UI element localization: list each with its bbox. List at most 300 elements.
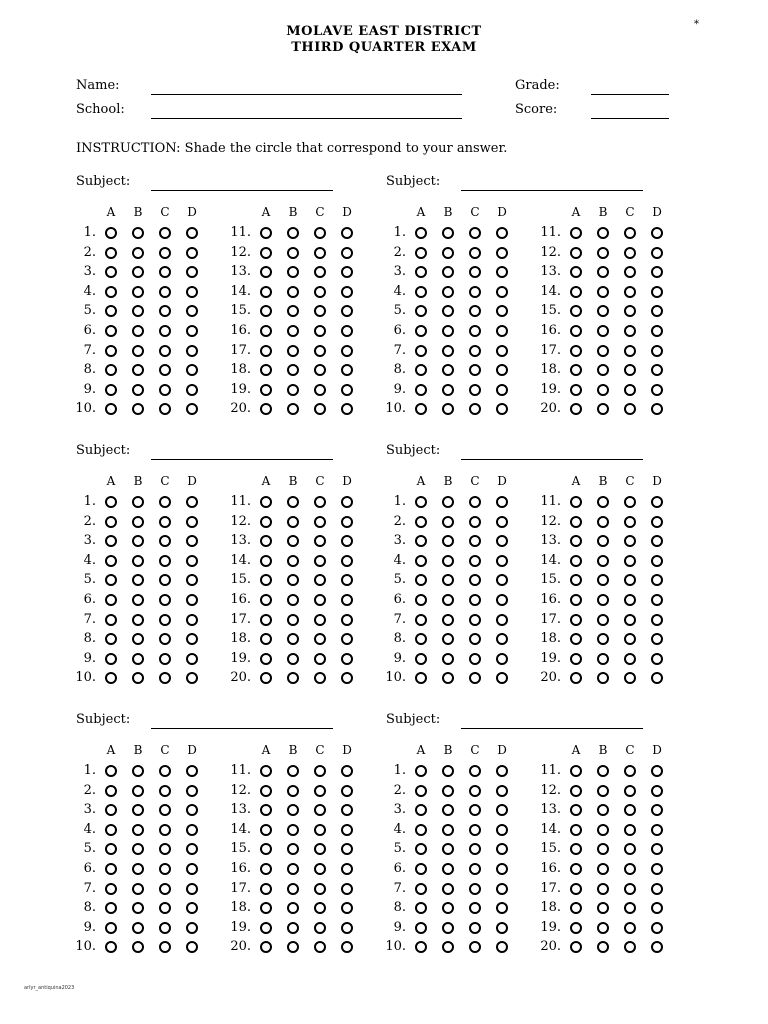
answer-bubble[interactable]	[415, 364, 427, 376]
answer-bubble[interactable]	[314, 286, 326, 298]
answer-bubble[interactable]	[132, 785, 144, 797]
answer-bubble[interactable]	[159, 574, 171, 586]
answer-bubble[interactable]	[597, 922, 609, 934]
subject-field-6[interactable]	[461, 728, 643, 729]
answer-bubble[interactable]	[186, 247, 198, 259]
answer-bubble[interactable]	[287, 902, 299, 914]
answer-bubble[interactable]	[597, 364, 609, 376]
answer-bubble[interactable]	[132, 804, 144, 816]
answer-bubble[interactable]	[624, 633, 636, 645]
answer-bubble[interactable]	[651, 843, 663, 855]
answer-bubble[interactable]	[132, 633, 144, 645]
answer-bubble[interactable]	[570, 535, 582, 547]
answer-bubble[interactable]	[132, 305, 144, 317]
answer-bubble[interactable]	[186, 824, 198, 836]
answer-bubble[interactable]	[287, 496, 299, 508]
answer-bubble[interactable]	[105, 824, 117, 836]
answer-bubble[interactable]	[186, 804, 198, 816]
answer-bubble[interactable]	[415, 843, 427, 855]
answer-bubble[interactable]	[105, 941, 117, 953]
answer-bubble[interactable]	[415, 672, 427, 684]
answer-bubble[interactable]	[314, 633, 326, 645]
answer-bubble[interactable]	[260, 843, 272, 855]
answer-bubble[interactable]	[186, 403, 198, 415]
answer-bubble[interactable]	[287, 535, 299, 547]
answer-bubble[interactable]	[341, 941, 353, 953]
answer-bubble[interactable]	[415, 384, 427, 396]
answer-bubble[interactable]	[341, 765, 353, 777]
answer-bubble[interactable]	[287, 633, 299, 645]
answer-bubble[interactable]	[415, 266, 427, 278]
answer-bubble[interactable]	[651, 883, 663, 895]
answer-bubble[interactable]	[132, 824, 144, 836]
answer-bubble[interactable]	[341, 516, 353, 528]
answer-bubble[interactable]	[496, 922, 508, 934]
answer-bubble[interactable]	[496, 863, 508, 875]
answer-bubble[interactable]	[415, 765, 427, 777]
answer-bubble[interactable]	[159, 227, 171, 239]
answer-bubble[interactable]	[186, 653, 198, 665]
answer-bubble[interactable]	[159, 247, 171, 259]
answer-bubble[interactable]	[570, 672, 582, 684]
answer-bubble[interactable]	[341, 653, 353, 665]
answer-bubble[interactable]	[442, 325, 454, 337]
answer-bubble[interactable]	[341, 824, 353, 836]
answer-bubble[interactable]	[597, 843, 609, 855]
answer-bubble[interactable]	[105, 384, 117, 396]
answer-bubble[interactable]	[186, 765, 198, 777]
answer-bubble[interactable]	[105, 785, 117, 797]
answer-bubble[interactable]	[597, 247, 609, 259]
answer-bubble[interactable]	[651, 785, 663, 797]
answer-bubble[interactable]	[570, 633, 582, 645]
answer-bubble[interactable]	[442, 765, 454, 777]
answer-bubble[interactable]	[260, 804, 272, 816]
answer-bubble[interactable]	[442, 286, 454, 298]
answer-bubble[interactable]	[186, 922, 198, 934]
answer-bubble[interactable]	[105, 516, 117, 528]
answer-bubble[interactable]	[132, 403, 144, 415]
answer-bubble[interactable]	[105, 594, 117, 606]
answer-bubble[interactable]	[341, 843, 353, 855]
answer-bubble[interactable]	[186, 594, 198, 606]
answer-bubble[interactable]	[624, 614, 636, 626]
answer-bubble[interactable]	[314, 227, 326, 239]
answer-bubble[interactable]	[186, 305, 198, 317]
answer-bubble[interactable]	[496, 535, 508, 547]
answer-bubble[interactable]	[415, 922, 427, 934]
answer-bubble[interactable]	[314, 516, 326, 528]
answer-bubble[interactable]	[597, 653, 609, 665]
answer-bubble[interactable]	[260, 902, 272, 914]
answer-bubble[interactable]	[651, 345, 663, 357]
answer-bubble[interactable]	[260, 633, 272, 645]
answer-bubble[interactable]	[442, 863, 454, 875]
school-field[interactable]	[151, 118, 462, 119]
answer-bubble[interactable]	[570, 922, 582, 934]
answer-bubble[interactable]	[105, 364, 117, 376]
answer-bubble[interactable]	[624, 863, 636, 875]
answer-bubble[interactable]	[469, 804, 481, 816]
answer-bubble[interactable]	[496, 384, 508, 396]
answer-bubble[interactable]	[624, 843, 636, 855]
answer-bubble[interactable]	[496, 614, 508, 626]
answer-bubble[interactable]	[469, 941, 481, 953]
answer-bubble[interactable]	[442, 633, 454, 645]
answer-bubble[interactable]	[132, 325, 144, 337]
answer-bubble[interactable]	[132, 364, 144, 376]
answer-bubble[interactable]	[159, 516, 171, 528]
answer-bubble[interactable]	[132, 941, 144, 953]
answer-bubble[interactable]	[651, 516, 663, 528]
answer-bubble[interactable]	[105, 843, 117, 855]
answer-bubble[interactable]	[415, 653, 427, 665]
answer-bubble[interactable]	[260, 863, 272, 875]
answer-bubble[interactable]	[597, 266, 609, 278]
answer-bubble[interactable]	[624, 247, 636, 259]
answer-bubble[interactable]	[651, 633, 663, 645]
answer-bubble[interactable]	[469, 325, 481, 337]
answer-bubble[interactable]	[651, 286, 663, 298]
answer-bubble[interactable]	[570, 305, 582, 317]
answer-bubble[interactable]	[597, 594, 609, 606]
answer-bubble[interactable]	[570, 555, 582, 567]
answer-bubble[interactable]	[186, 496, 198, 508]
answer-bubble[interactable]	[159, 535, 171, 547]
answer-bubble[interactable]	[624, 785, 636, 797]
answer-bubble[interactable]	[260, 785, 272, 797]
answer-bubble[interactable]	[597, 633, 609, 645]
answer-bubble[interactable]	[341, 902, 353, 914]
answer-bubble[interactable]	[651, 325, 663, 337]
answer-bubble[interactable]	[442, 594, 454, 606]
answer-bubble[interactable]	[341, 286, 353, 298]
answer-bubble[interactable]	[570, 364, 582, 376]
answer-bubble[interactable]	[314, 266, 326, 278]
answer-bubble[interactable]	[651, 364, 663, 376]
answer-bubble[interactable]	[105, 672, 117, 684]
subject-field-1[interactable]	[151, 190, 333, 191]
answer-bubble[interactable]	[260, 325, 272, 337]
answer-bubble[interactable]	[415, 824, 427, 836]
answer-bubble[interactable]	[570, 785, 582, 797]
answer-bubble[interactable]	[469, 384, 481, 396]
answer-bubble[interactable]	[186, 227, 198, 239]
answer-bubble[interactable]	[442, 883, 454, 895]
answer-bubble[interactable]	[469, 266, 481, 278]
answer-bubble[interactable]	[287, 364, 299, 376]
answer-bubble[interactable]	[469, 785, 481, 797]
answer-bubble[interactable]	[597, 496, 609, 508]
answer-bubble[interactable]	[624, 266, 636, 278]
answer-bubble[interactable]	[132, 653, 144, 665]
answer-bubble[interactable]	[415, 535, 427, 547]
answer-bubble[interactable]	[105, 765, 117, 777]
answer-bubble[interactable]	[469, 516, 481, 528]
answer-bubble[interactable]	[260, 286, 272, 298]
answer-bubble[interactable]	[570, 765, 582, 777]
answer-bubble[interactable]	[496, 653, 508, 665]
answer-bubble[interactable]	[159, 843, 171, 855]
answer-bubble[interactable]	[415, 594, 427, 606]
answer-bubble[interactable]	[159, 902, 171, 914]
answer-bubble[interactable]	[105, 535, 117, 547]
answer-bubble[interactable]	[624, 555, 636, 567]
answer-bubble[interactable]	[314, 247, 326, 259]
answer-bubble[interactable]	[314, 672, 326, 684]
answer-bubble[interactable]	[132, 594, 144, 606]
answer-bubble[interactable]	[314, 325, 326, 337]
answer-bubble[interactable]	[442, 555, 454, 567]
answer-bubble[interactable]	[314, 594, 326, 606]
answer-bubble[interactable]	[287, 765, 299, 777]
answer-bubble[interactable]	[105, 496, 117, 508]
answer-bubble[interactable]	[469, 364, 481, 376]
subject-field-4[interactable]	[461, 459, 643, 460]
answer-bubble[interactable]	[287, 653, 299, 665]
answer-bubble[interactable]	[651, 574, 663, 586]
answer-bubble[interactable]	[314, 345, 326, 357]
answer-bubble[interactable]	[341, 266, 353, 278]
answer-bubble[interactable]	[105, 574, 117, 586]
answer-bubble[interactable]	[341, 227, 353, 239]
answer-bubble[interactable]	[469, 653, 481, 665]
answer-bubble[interactable]	[570, 516, 582, 528]
answer-bubble[interactable]	[105, 922, 117, 934]
answer-bubble[interactable]	[159, 633, 171, 645]
answer-bubble[interactable]	[186, 266, 198, 278]
subject-field-2[interactable]	[461, 190, 643, 191]
answer-bubble[interactable]	[570, 843, 582, 855]
answer-bubble[interactable]	[341, 883, 353, 895]
answer-bubble[interactable]	[314, 883, 326, 895]
answer-bubble[interactable]	[496, 403, 508, 415]
answer-bubble[interactable]	[624, 345, 636, 357]
answer-bubble[interactable]	[496, 594, 508, 606]
answer-bubble[interactable]	[287, 286, 299, 298]
answer-bubble[interactable]	[186, 364, 198, 376]
answer-bubble[interactable]	[496, 516, 508, 528]
answer-bubble[interactable]	[415, 286, 427, 298]
answer-bubble[interactable]	[496, 496, 508, 508]
answer-bubble[interactable]	[570, 286, 582, 298]
answer-bubble[interactable]	[442, 785, 454, 797]
answer-bubble[interactable]	[651, 227, 663, 239]
answer-bubble[interactable]	[341, 633, 353, 645]
answer-bubble[interactable]	[496, 824, 508, 836]
answer-bubble[interactable]	[287, 672, 299, 684]
answer-bubble[interactable]	[314, 765, 326, 777]
answer-bubble[interactable]	[105, 305, 117, 317]
answer-bubble[interactable]	[132, 614, 144, 626]
answer-bubble[interactable]	[186, 941, 198, 953]
answer-bubble[interactable]	[442, 672, 454, 684]
answer-bubble[interactable]	[469, 824, 481, 836]
answer-bubble[interactable]	[287, 843, 299, 855]
answer-bubble[interactable]	[496, 286, 508, 298]
answer-bubble[interactable]	[469, 305, 481, 317]
answer-bubble[interactable]	[260, 653, 272, 665]
answer-bubble[interactable]	[105, 227, 117, 239]
answer-bubble[interactable]	[260, 535, 272, 547]
answer-bubble[interactable]	[570, 345, 582, 357]
answer-bubble[interactable]	[415, 325, 427, 337]
answer-bubble[interactable]	[260, 574, 272, 586]
answer-bubble[interactable]	[341, 325, 353, 337]
answer-bubble[interactable]	[624, 496, 636, 508]
answer-bubble[interactable]	[496, 227, 508, 239]
answer-bubble[interactable]	[260, 765, 272, 777]
answer-bubble[interactable]	[260, 922, 272, 934]
answer-bubble[interactable]	[341, 574, 353, 586]
answer-bubble[interactable]	[570, 384, 582, 396]
subject-field-5[interactable]	[151, 728, 333, 729]
answer-bubble[interactable]	[496, 785, 508, 797]
answer-bubble[interactable]	[496, 843, 508, 855]
answer-bubble[interactable]	[469, 922, 481, 934]
answer-bubble[interactable]	[651, 555, 663, 567]
answer-bubble[interactable]	[341, 384, 353, 396]
answer-bubble[interactable]	[287, 345, 299, 357]
answer-bubble[interactable]	[287, 403, 299, 415]
answer-bubble[interactable]	[624, 902, 636, 914]
answer-bubble[interactable]	[159, 614, 171, 626]
answer-bubble[interactable]	[415, 345, 427, 357]
answer-bubble[interactable]	[624, 535, 636, 547]
answer-bubble[interactable]	[287, 516, 299, 528]
answer-bubble[interactable]	[651, 496, 663, 508]
answer-bubble[interactable]	[597, 824, 609, 836]
answer-bubble[interactable]	[186, 345, 198, 357]
answer-bubble[interactable]	[260, 266, 272, 278]
answer-bubble[interactable]	[624, 824, 636, 836]
answer-bubble[interactable]	[132, 535, 144, 547]
answer-bubble[interactable]	[442, 384, 454, 396]
answer-bubble[interactable]	[159, 765, 171, 777]
answer-bubble[interactable]	[287, 863, 299, 875]
answer-bubble[interactable]	[469, 672, 481, 684]
answer-bubble[interactable]	[132, 286, 144, 298]
answer-bubble[interactable]	[651, 535, 663, 547]
answer-bubble[interactable]	[260, 403, 272, 415]
answer-bubble[interactable]	[624, 286, 636, 298]
answer-bubble[interactable]	[260, 941, 272, 953]
answer-bubble[interactable]	[159, 496, 171, 508]
answer-bubble[interactable]	[442, 824, 454, 836]
answer-bubble[interactable]	[159, 804, 171, 816]
answer-bubble[interactable]	[287, 922, 299, 934]
answer-bubble[interactable]	[159, 266, 171, 278]
answer-bubble[interactable]	[469, 883, 481, 895]
answer-bubble[interactable]	[287, 614, 299, 626]
answer-bubble[interactable]	[105, 345, 117, 357]
answer-bubble[interactable]	[597, 535, 609, 547]
answer-bubble[interactable]	[469, 345, 481, 357]
answer-bubble[interactable]	[314, 535, 326, 547]
answer-bubble[interactable]	[186, 633, 198, 645]
answer-bubble[interactable]	[624, 325, 636, 337]
answer-bubble[interactable]	[442, 535, 454, 547]
answer-bubble[interactable]	[415, 863, 427, 875]
answer-bubble[interactable]	[159, 364, 171, 376]
answer-bubble[interactable]	[651, 266, 663, 278]
answer-bubble[interactable]	[469, 863, 481, 875]
answer-bubble[interactable]	[260, 594, 272, 606]
answer-bubble[interactable]	[314, 785, 326, 797]
answer-bubble[interactable]	[341, 555, 353, 567]
answer-bubble[interactable]	[570, 902, 582, 914]
answer-bubble[interactable]	[415, 496, 427, 508]
answer-bubble[interactable]	[415, 247, 427, 259]
answer-bubble[interactable]	[415, 883, 427, 895]
answer-bubble[interactable]	[469, 765, 481, 777]
answer-bubble[interactable]	[624, 364, 636, 376]
answer-bubble[interactable]	[651, 403, 663, 415]
answer-bubble[interactable]	[651, 941, 663, 953]
answer-bubble[interactable]	[314, 384, 326, 396]
answer-bubble[interactable]	[469, 403, 481, 415]
answer-bubble[interactable]	[159, 941, 171, 953]
answer-bubble[interactable]	[260, 672, 272, 684]
answer-bubble[interactable]	[442, 403, 454, 415]
answer-bubble[interactable]	[260, 305, 272, 317]
answer-bubble[interactable]	[314, 496, 326, 508]
answer-bubble[interactable]	[597, 785, 609, 797]
answer-bubble[interactable]	[186, 614, 198, 626]
answer-bubble[interactable]	[469, 614, 481, 626]
answer-bubble[interactable]	[314, 403, 326, 415]
answer-bubble[interactable]	[132, 345, 144, 357]
answer-bubble[interactable]	[597, 555, 609, 567]
answer-bubble[interactable]	[260, 345, 272, 357]
answer-bubble[interactable]	[105, 325, 117, 337]
answer-bubble[interactable]	[260, 247, 272, 259]
answer-bubble[interactable]	[314, 574, 326, 586]
answer-bubble[interactable]	[341, 672, 353, 684]
answer-bubble[interactable]	[105, 286, 117, 298]
answer-bubble[interactable]	[132, 496, 144, 508]
answer-bubble[interactable]	[105, 804, 117, 816]
answer-bubble[interactable]	[341, 305, 353, 317]
answer-bubble[interactable]	[469, 902, 481, 914]
answer-bubble[interactable]	[496, 765, 508, 777]
answer-bubble[interactable]	[570, 266, 582, 278]
answer-bubble[interactable]	[570, 941, 582, 953]
answer-bubble[interactable]	[469, 227, 481, 239]
answer-bubble[interactable]	[570, 227, 582, 239]
answer-bubble[interactable]	[105, 614, 117, 626]
answer-bubble[interactable]	[597, 403, 609, 415]
answer-bubble[interactable]	[314, 902, 326, 914]
answer-bubble[interactable]	[496, 325, 508, 337]
answer-bubble[interactable]	[469, 843, 481, 855]
answer-bubble[interactable]	[597, 765, 609, 777]
answer-bubble[interactable]	[341, 403, 353, 415]
grade-field[interactable]	[591, 94, 669, 95]
answer-bubble[interactable]	[651, 902, 663, 914]
answer-bubble[interactable]	[105, 633, 117, 645]
answer-bubble[interactable]	[570, 804, 582, 816]
answer-bubble[interactable]	[186, 883, 198, 895]
answer-bubble[interactable]	[442, 305, 454, 317]
answer-bubble[interactable]	[442, 614, 454, 626]
answer-bubble[interactable]	[159, 286, 171, 298]
answer-bubble[interactable]	[442, 574, 454, 586]
answer-bubble[interactable]	[415, 633, 427, 645]
answer-bubble[interactable]	[159, 653, 171, 665]
answer-bubble[interactable]	[651, 824, 663, 836]
answer-bubble[interactable]	[186, 902, 198, 914]
